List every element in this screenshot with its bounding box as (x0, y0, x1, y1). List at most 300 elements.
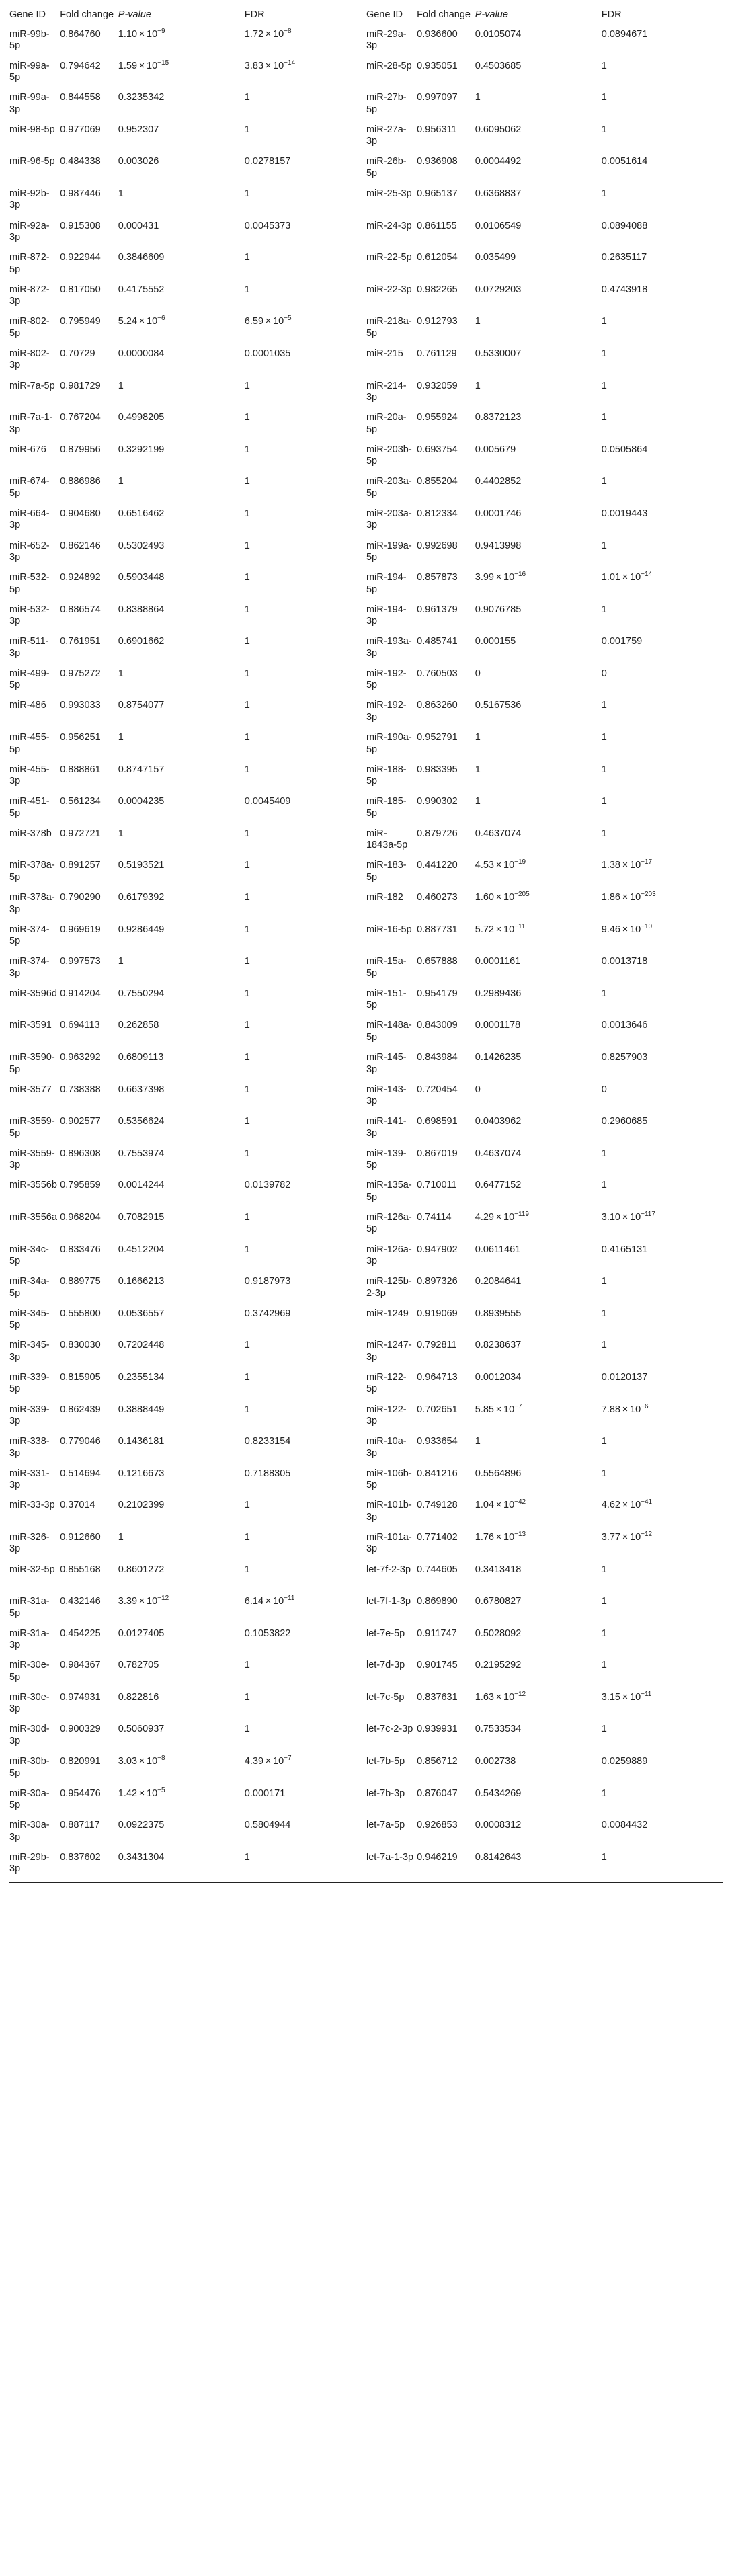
fold-change-cell: 0.904680 (60, 508, 101, 519)
header-p-value-left: P-value (118, 0, 245, 26)
p-value-cell: 0.3431304 (118, 1849, 245, 1883)
fold-change-cell: 0.867019 (417, 1148, 458, 1159)
gene-id-cell: let-7c-5p (366, 1691, 405, 1703)
table-row (9, 409, 723, 442)
header-fdr-left: FDR (245, 0, 366, 26)
fold-change-cell: 0.795949 (60, 316, 101, 327)
fold-change-cell: 0.955924 (417, 412, 458, 424)
p-value-cell: 1 (475, 764, 481, 775)
fold-change-cell: 0.817050 (60, 284, 101, 295)
table-row (9, 922, 723, 954)
fold-change-cell: 0.693754 (417, 444, 458, 455)
p-value-cell: 0.0008312 (475, 1820, 522, 1831)
fold-change-cell: 0.968204 (60, 1211, 101, 1223)
gene-id-cell: miR-122-5p (366, 1371, 407, 1395)
header-gene-id-right: Gene ID (366, 0, 417, 26)
fold-change-cell: 0.855204 (417, 476, 458, 487)
gene-id-cell: miR-188-5p (366, 764, 407, 787)
gene-id-cell: miR-126a-5p (366, 1211, 412, 1235)
p-value-cell: 0.002738 (475, 1756, 516, 1767)
gene-id-cell: miR-27a-3p (366, 124, 407, 147)
fold-change-cell: 0.900329 (60, 1724, 101, 1735)
fold-change-cell: 0.790290 (60, 892, 101, 903)
fold-change-cell: 0.912793 (417, 316, 458, 327)
p-value-cell: 0.0729203 (475, 284, 522, 295)
table-row (9, 1209, 723, 1242)
fdr-cell: 1 (244, 124, 250, 135)
gene-id-cell: miR-203a-5p (366, 476, 412, 499)
p-value-cell: 0.1436181 (118, 1436, 165, 1447)
fdr-cell: 1 (601, 412, 607, 424)
fdr-cell: 1 (602, 1849, 723, 1883)
fdr-cell: 0.8257903 (601, 1052, 648, 1063)
fdr-cell: $6.59 \times 10^{-5}$ (244, 315, 292, 327)
gene-id-cell: miR-92b-3p (9, 188, 50, 211)
p-value-cell: 0.8939555 (475, 1307, 522, 1319)
gene-id-cell: let-7a-5p (366, 1820, 405, 1831)
p-value-cell: 1 (475, 1436, 481, 1447)
gene-id-cell: let-7b-5p (366, 1756, 405, 1767)
p-value-cell: $3.39 \times 10^{-12}$ (118, 1595, 169, 1607)
p-value-cell: 0.5060937 (118, 1724, 165, 1735)
fold-change-cell: 0.977069 (60, 124, 101, 135)
fdr-cell: 1 (601, 1307, 607, 1319)
fold-change-cell: 0.771402 (417, 1531, 458, 1543)
gene-id-cell: miR-802-3p (9, 348, 50, 371)
fold-change-cell: 0.912660 (60, 1531, 101, 1543)
p-value-cell: 0 (475, 668, 481, 679)
header-fdr-right: FDR (602, 0, 723, 26)
fdr-cell: 1 (244, 1148, 250, 1159)
p-value-cell: 0.822816 (118, 1691, 159, 1703)
fold-change-cell: 0.864760 (60, 28, 101, 40)
gene-id-cell: miR-126a-3p (366, 1244, 412, 1267)
fold-change-cell: 0.441220 (417, 860, 458, 871)
p-value-cell: 0.952307 (118, 124, 159, 135)
gene-id-cell: miR-30a-5p (9, 1787, 50, 1811)
table-row (9, 218, 723, 250)
p-value-cell: 0.6179392 (118, 892, 165, 903)
fdr-cell: 0.1053822 (244, 1627, 291, 1639)
table-container (9, 0, 723, 1883)
p-value-cell: $5.72 \times 10^{-11}$ (475, 922, 526, 935)
fdr-cell: 1 (244, 668, 250, 679)
table-row (9, 857, 723, 889)
fdr-cell: 1 (601, 796, 607, 807)
p-value-cell: 0.0536557 (118, 1307, 165, 1319)
p-value-cell: 1 (475, 316, 481, 327)
fdr-cell: 0.2960685 (601, 1116, 648, 1127)
fold-change-cell: 0.657888 (417, 956, 458, 967)
p-value-cell: 0.8238637 (475, 1340, 522, 1351)
fdr-cell: 1 (601, 1564, 607, 1575)
fold-change-cell: 0.954476 (60, 1787, 101, 1799)
fdr-cell: 1 (601, 1596, 607, 1607)
fdr-cell: 1 (601, 188, 607, 199)
fdr-cell: 1 (601, 1627, 607, 1639)
fdr-cell: 1 (244, 764, 250, 775)
p-value-cell: 0.3846609 (118, 252, 165, 264)
gene-id-cell: miR-3556a (9, 1211, 57, 1223)
p-value-cell: 0.1426235 (475, 1052, 522, 1063)
gene-id-cell: miR-3590-5p (9, 1052, 55, 1075)
gene-id-cell: miR-374-5p (9, 924, 50, 947)
gene-id-cell: miR-106b-5p (366, 1467, 412, 1491)
gene-id-cell: miR-374-3p (9, 956, 50, 979)
p-value-cell: 0.7202448 (118, 1340, 165, 1351)
p-value-cell: 0.9076785 (475, 604, 522, 615)
fdr-cell: 0.0894671 (601, 28, 648, 40)
p-value-cell: 0.8372123 (475, 412, 522, 424)
fold-change-cell: 0.837602 (60, 1849, 118, 1883)
fdr-cell: $3.15 \times 10^{-11}$ (601, 1691, 652, 1703)
gene-id-cell: miR-338-3p (9, 1436, 50, 1459)
fold-change-cell: 0.760503 (417, 668, 458, 679)
fdr-cell: 0 (601, 668, 607, 679)
p-value-cell: 0.1666213 (118, 1276, 165, 1287)
fold-change-cell: 0.795859 (60, 1180, 101, 1191)
gene-id-cell: miR-141-3p (366, 1116, 407, 1139)
fold-change-cell: 0.939931 (417, 1724, 458, 1735)
p-value-cell: 0.7082915 (118, 1211, 165, 1223)
fdr-cell: 0 (601, 1084, 607, 1095)
p-value-cell: 0.782705 (118, 1660, 159, 1671)
gene-id-cell: miR-1843a-5p (366, 828, 408, 851)
fdr-cell: $3.10 \times 10^{-117}$ (601, 1211, 655, 1223)
fold-change-cell: 0.844558 (60, 92, 101, 104)
table-row (9, 1242, 723, 1274)
fold-change-cell: 0.990302 (417, 796, 458, 807)
fdr-cell: 1 (244, 892, 250, 903)
fdr-cell: 1 (244, 924, 250, 935)
table-row (9, 1145, 723, 1178)
fdr-cell: 0.7188305 (244, 1467, 291, 1479)
fdr-cell: 1 (601, 540, 607, 551)
fold-change-cell: 0.982265 (417, 284, 458, 295)
gene-id-cell: let-7a-1-3p (366, 1849, 417, 1883)
gene-id-cell: miR-872-5p (9, 252, 50, 275)
table-row (9, 1273, 723, 1305)
fold-change-cell: 0.997097 (417, 92, 458, 104)
fdr-cell: 0.5804944 (244, 1820, 291, 1831)
table-row (9, 602, 723, 634)
table-row (9, 1721, 723, 1753)
p-value-cell: 1 (118, 476, 124, 487)
fold-change-cell: 0.843984 (417, 1052, 458, 1063)
p-value-cell: 0.3413418 (475, 1564, 522, 1575)
fdr-cell: 1 (601, 1724, 607, 1735)
gene-id-cell: miR-92a-3p (9, 220, 50, 243)
p-value-cell: 0.3235342 (118, 92, 165, 104)
fdr-cell: 1 (244, 700, 250, 711)
fdr-cell: 1 (601, 764, 607, 775)
gene-id-cell: miR-24-3p (366, 220, 412, 231)
fold-change-cell: 0.969619 (60, 924, 101, 935)
gene-id-cell: miR-802-5p (9, 316, 50, 339)
fold-change-cell: 0.812334 (417, 508, 458, 519)
gene-id-cell: miR-30a-3p (9, 1820, 50, 1843)
table-row (9, 1402, 723, 1434)
fold-change-cell: 0.694113 (60, 1020, 100, 1031)
gene-id-cell: miR-455-3p (9, 764, 50, 787)
p-value-cell: 1 (475, 92, 481, 104)
p-value-cell: 1 (475, 796, 481, 807)
p-value-cell: 0.8142643 (475, 1849, 602, 1883)
fdr-cell: 1 (601, 988, 607, 999)
fold-change-cell: 0.856712 (417, 1756, 458, 1767)
table-row (9, 1497, 723, 1529)
gene-id-cell: miR-676 (9, 444, 46, 455)
gene-id-cell: miR-192-3p (366, 700, 407, 723)
fdr-cell: 1 (244, 1211, 250, 1223)
gene-id-cell: miR-203b-5p (366, 444, 412, 467)
fold-change-cell: 0.936908 (417, 156, 458, 167)
gene-id-cell: miR-26b-5p (366, 156, 407, 179)
table-row (9, 26, 723, 58)
table-row (9, 826, 723, 858)
fdr-cell: 1 (244, 412, 250, 424)
fold-change-cell: 0.855168 (60, 1564, 101, 1575)
fdr-cell: 1 (244, 380, 250, 391)
fold-change-cell: 0.911747 (417, 1627, 457, 1639)
fdr-cell: 1 (601, 1180, 607, 1191)
p-value-cell: 0.6095062 (475, 124, 522, 135)
fdr-cell: 0.0051614 (601, 156, 648, 167)
fdr-cell: 1 (244, 636, 250, 647)
fold-change-cell: 0.961379 (417, 604, 458, 615)
gene-id-cell: miR-30b-5p (9, 1756, 50, 1779)
fdr-cell: 1 (601, 316, 607, 327)
gene-id-cell: miR-96-5p (9, 156, 55, 167)
p-value-cell: 0.5903448 (118, 572, 165, 583)
fold-change-cell: 0.972721 (60, 828, 101, 839)
gene-id-cell: miR-499-5p (9, 668, 50, 691)
p-value-cell: 0.0004492 (475, 156, 522, 167)
p-value-cell: 0.0004235 (118, 796, 165, 807)
fold-change-cell: 0.887731 (417, 924, 458, 935)
p-value-cell: 0.0105074 (475, 28, 522, 40)
table-row (9, 1562, 723, 1594)
gene-id-cell: miR-182 (366, 892, 403, 903)
table-row (9, 122, 723, 154)
fdr-cell: $1.01 \times 10^{-14}$ (601, 571, 653, 583)
fold-change-cell: 0.879956 (60, 444, 101, 455)
gene-id-cell: miR-15a-5p (366, 956, 407, 979)
fdr-cell: 1 (244, 284, 250, 295)
fold-change-cell: 0.837631 (417, 1691, 458, 1703)
gene-id-cell: miR-455-5p (9, 732, 50, 755)
fold-change-cell: 0.561234 (60, 796, 101, 807)
table-row (9, 249, 723, 282)
p-value-cell: 0.4998205 (118, 412, 165, 424)
fdr-cell: 1 (244, 572, 250, 583)
fold-change-cell: 0.738388 (60, 1084, 101, 1095)
fold-change-cell: 0.915308 (60, 220, 101, 231)
p-value-cell: $3.03 \times 10^{-8}$ (118, 1755, 165, 1767)
gene-id-cell: miR-193a-3p (366, 636, 412, 659)
fdr-cell: 0.001759 (601, 636, 643, 647)
fold-change-cell: 0.432146 (60, 1596, 101, 1607)
gene-id-cell: miR-3591 (9, 1020, 52, 1031)
gene-id-cell: miR-135a-5p (366, 1180, 412, 1203)
fdr-cell: 1 (601, 732, 607, 743)
fold-change-cell: 0.963292 (60, 1052, 101, 1063)
fold-change-cell: 0.886574 (60, 604, 101, 615)
gene-id-cell: miR-151-5p (366, 988, 407, 1011)
gene-id-cell: miR-1247-3p (366, 1340, 412, 1363)
mirna-data-table (9, 0, 723, 1883)
fold-change-cell: 0.956251 (60, 732, 101, 743)
table-row (9, 633, 723, 666)
gene-id-cell: miR-339-5p (9, 1371, 50, 1395)
fold-change-cell: 0.888861 (60, 764, 101, 775)
p-value-cell: 0.1216673 (118, 1467, 165, 1479)
gene-id-cell: miR-27b-5p (366, 92, 407, 115)
fold-change-cell: 0.965137 (417, 188, 458, 199)
fdr-cell: 1 (244, 540, 250, 551)
p-value-cell: 0.0922375 (118, 1820, 165, 1831)
p-value-cell: 0.7550294 (118, 988, 165, 999)
fdr-cell: 0.000171 (244, 1787, 286, 1799)
table-row (9, 1337, 723, 1369)
fold-change-cell: 0.983395 (417, 764, 458, 775)
fdr-cell: 1 (244, 188, 250, 199)
gene-id-cell: miR-345-5p (9, 1307, 50, 1331)
fdr-cell: 1 (244, 1531, 250, 1543)
p-value-cell: 1 (475, 732, 481, 743)
gene-id-cell: miR-326-3p (9, 1531, 50, 1555)
fdr-cell: 0.4743918 (601, 284, 648, 295)
table-row (9, 889, 723, 922)
gene-id-cell: miR-486 (9, 700, 46, 711)
p-value-cell: $4.53 \times 10^{-19}$ (475, 858, 526, 871)
table-row (9, 1593, 723, 1625)
table-row (9, 1369, 723, 1402)
fdr-cell: 1 (601, 380, 607, 391)
gene-id-cell: miR-1249 (366, 1307, 409, 1319)
gene-id-cell: miR-339-3p (9, 1404, 50, 1427)
p-value-cell: 0.2989436 (475, 988, 522, 999)
p-value-cell: $4.29 \times 10^{-119}$ (475, 1211, 529, 1223)
gene-id-cell: miR-218a-5p (366, 316, 412, 339)
gene-id-cell: miR-185-5p (366, 796, 407, 819)
table-row (9, 1433, 723, 1465)
fdr-cell: 1 (601, 828, 607, 839)
table-row (9, 1625, 723, 1658)
table-row (9, 1049, 723, 1082)
table-row (9, 1465, 723, 1498)
fold-change-cell: 0.460273 (417, 892, 458, 903)
fdr-cell: 1 (601, 1436, 607, 1447)
gene-id-cell: miR-122-3p (366, 1404, 407, 1427)
gene-id-cell: miR-532-5p (9, 572, 50, 595)
p-value-cell: $1.10 \times 10^{-9}$ (118, 27, 165, 40)
p-value-cell: 0.0001178 (475, 1020, 521, 1031)
gene-id-cell: miR-378a-3p (9, 892, 55, 915)
p-value-cell: 1 (118, 188, 124, 199)
fold-change-cell: 0.896308 (60, 1148, 101, 1159)
fold-change-cell: 0.794642 (60, 60, 101, 71)
fold-change-cell: 0.901745 (417, 1660, 458, 1671)
p-value-cell: 1 (118, 732, 124, 743)
fold-change-cell: 0.861155 (417, 220, 457, 231)
fdr-cell: $1.86 \times 10^{-203}$ (601, 891, 656, 903)
table-row (9, 1657, 723, 1689)
fdr-cell: 1 (244, 1691, 250, 1703)
fdr-cell: 0.4165131 (601, 1244, 648, 1255)
table-row (9, 1113, 723, 1145)
gene-id-cell: miR-451-5p (9, 796, 50, 819)
p-value-cell: 0.5434269 (475, 1787, 522, 1799)
fold-change-cell: 0.749128 (417, 1500, 458, 1511)
fold-change-cell: 0.926853 (417, 1820, 458, 1831)
fold-change-cell: 0.997573 (60, 956, 101, 967)
gene-id-cell: miR-378a-5p (9, 860, 55, 883)
p-value-cell: 0.0001161 (475, 956, 521, 967)
fdr-cell: 0.0001035 (244, 348, 291, 359)
gene-id-cell: miR-183-5p (366, 860, 407, 883)
gene-id-cell: miR-25-3p (366, 188, 412, 199)
fold-change-cell: 0.761129 (417, 348, 457, 359)
gene-id-cell: let-7b-3p (366, 1787, 405, 1799)
fdr-cell: 1 (244, 1371, 250, 1383)
fdr-cell: 1 (244, 1564, 250, 1575)
p-value-cell: $1.63 \times 10^{-12}$ (475, 1691, 526, 1703)
p-value-cell: 0.262858 (118, 1020, 159, 1031)
fdr-cell: $3.77 \times 10^{-12}$ (601, 1531, 653, 1543)
fdr-cell: $1.38 \times 10^{-17}$ (601, 858, 653, 871)
fdr-cell: 1 (601, 1148, 607, 1159)
fold-change-cell: 0.932059 (417, 380, 458, 391)
fold-change-cell: 0.863260 (417, 700, 458, 711)
table-row (9, 1305, 723, 1338)
p-value-cell: 0.3292199 (118, 444, 165, 455)
fold-change-cell: 0.886986 (60, 476, 101, 487)
fdr-cell: 1 (244, 860, 250, 871)
fdr-cell: 0.3742969 (244, 1307, 291, 1319)
fold-change-cell: 0.975272 (60, 668, 101, 679)
p-value-cell: 0.5193521 (118, 860, 165, 871)
p-value-cell: 0.8747157 (118, 764, 165, 775)
table-row (9, 569, 723, 602)
fold-change-cell: 0.698591 (417, 1116, 458, 1127)
p-value-cell: $1.42 \times 10^{-5}$ (118, 1786, 165, 1799)
table-row (9, 985, 723, 1018)
fold-change-cell: 0.514694 (60, 1467, 101, 1479)
fold-change-cell: 0.710011 (417, 1180, 457, 1191)
p-value-cell: 0.4503685 (475, 60, 522, 71)
fdr-cell: $3.83 \times 10^{-14}$ (244, 58, 296, 71)
gene-id-cell: miR-30e-5p (9, 1660, 50, 1683)
fdr-cell: 1 (244, 1052, 250, 1063)
header-gene-id-left: Gene ID (9, 0, 60, 26)
gene-id-cell: miR-872-3p (9, 284, 50, 307)
gene-id-cell: miR-143-3p (366, 1084, 407, 1107)
fold-change-cell: 0.879726 (417, 828, 458, 839)
gene-id-cell: miR-3559-5p (9, 1116, 55, 1139)
table-row (9, 89, 723, 122)
gene-id-cell: miR-139-5p (366, 1148, 407, 1171)
fdr-cell: 0.0013646 (601, 1020, 648, 1031)
table-row (9, 1689, 723, 1722)
fold-change-cell: 0.935051 (417, 60, 458, 71)
fold-change-cell: 0.862146 (60, 540, 101, 551)
p-value-cell: 0.003026 (118, 156, 159, 167)
fold-change-cell: 0.74114 (417, 1211, 452, 1223)
table-row (9, 1017, 723, 1049)
p-value-cell: 0.8388864 (118, 604, 165, 615)
table-row (9, 666, 723, 698)
